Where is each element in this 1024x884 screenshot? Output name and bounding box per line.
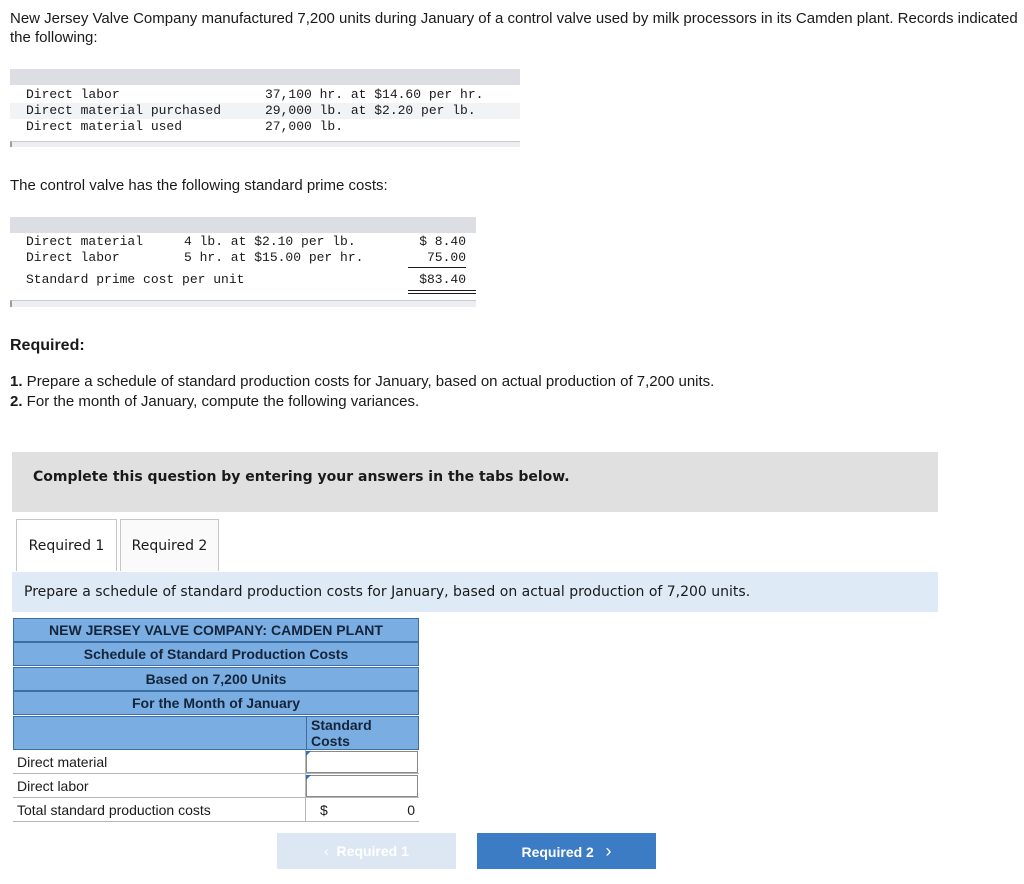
row-label: Direct material: [17, 754, 108, 770]
row-label: Total standard production costs: [17, 802, 211, 818]
record-value: 37,100 hr. at $14.60 per hr.: [265, 87, 484, 102]
standard-cost-detail: 4 lb. at $2.10 per lb.: [184, 234, 356, 249]
prev-required-1-button[interactable]: [277, 833, 456, 869]
row-label: Direct labor: [17, 778, 89, 794]
instruction-banner: [12, 452, 938, 512]
subtotal-underline: [408, 267, 466, 268]
required-heading: Required:: [10, 337, 85, 354]
records-table: [10, 69, 520, 151]
standard-cost-label: Direct labor: [26, 250, 120, 265]
total-value: 0: [407, 802, 415, 818]
schedule-row-total: [13, 798, 419, 822]
total-double-underline: [408, 293, 476, 294]
total-double-underline: [408, 290, 476, 291]
standard-top-bar: [10, 217, 476, 233]
standard-bottom-bar: [10, 300, 476, 307]
next-button-label: Required 2: [521, 844, 594, 860]
schedule-column-header: [13, 716, 419, 750]
required-item: [10, 372, 714, 392]
direct-labor-input[interactable]: [306, 775, 418, 797]
standard-costs-intro: The control valve has the following standard prime costs:: [10, 177, 388, 194]
required-item: [10, 392, 714, 412]
record-label: Direct material purchased: [26, 103, 222, 118]
prev-button-label: Required 1: [336, 843, 409, 859]
schedule-basis-header: Based on 7,200 Units: [13, 667, 419, 691]
record-label: Direct material used: [26, 119, 183, 134]
records-top-bar: [10, 69, 520, 85]
record-label: Direct labor: [26, 87, 120, 102]
standard-costs-table: [10, 217, 476, 310]
standard-cost-amount: $ 8.40: [419, 234, 466, 249]
tab-required-2[interactable]: Required 2: [120, 519, 219, 571]
column-label-line: Costs: [311, 733, 350, 749]
currency-symbol: $: [320, 802, 328, 818]
standard-cost-detail: 5 hr. at $15.00 per hr.: [184, 250, 364, 265]
record-value: 29,000 lb. at $2.20 per lb.: [265, 103, 476, 118]
standard-total-amount: $83.40: [419, 272, 466, 287]
schedule-period-header: For the Month of January: [13, 691, 419, 715]
tab-prompt: Prepare a schedule of standard production costs for January, based on actual production of 7,200 units.: [12, 572, 938, 612]
records-bottom-bar: [10, 141, 520, 147]
standard-total-label: Standard prime cost per unit: [26, 272, 245, 287]
chevron-left-icon: ‹: [324, 843, 329, 859]
record-value: 27,000 lb.: [265, 119, 344, 134]
required-list: [10, 372, 714, 412]
required-item-text: Prepare a schedule of standard production costs for January, based on actual production of 7,200 units.: [22, 373, 715, 390]
schedule-title-header: Schedule of Standard Production Costs: [13, 642, 419, 666]
column-label-line: Standard: [311, 717, 372, 733]
required-item-number: 2.: [10, 393, 23, 410]
required-item-text: For the month of January, compute the following variances.: [22, 393, 420, 410]
next-required-2-button[interactable]: [477, 833, 656, 869]
direct-material-input[interactable]: [306, 751, 418, 773]
chevron-right-icon: ›: [605, 841, 612, 861]
standard-costs-column-label: [311, 717, 372, 749]
schedule-company-header: NEW JERSEY VALVE COMPANY: CAMDEN PLANT: [13, 618, 419, 642]
schedule-table: [13, 618, 419, 824]
standard-cost-label: Direct material: [26, 234, 144, 249]
required-item-number: 1.: [10, 373, 23, 390]
column-divider: [306, 717, 307, 749]
tab-required-1[interactable]: Required 1: [16, 519, 117, 571]
instruction-banner-text: Complete this question by entering your answers in the tabs below.: [33, 469, 570, 485]
intro-text: New Jersey Valve Company manufactured 7,200 units during January of a control valve used by milk processors in its Camden plant. Records indicated the following:: [10, 10, 1018, 46]
standard-cost-amount: 75.00: [426, 250, 466, 265]
